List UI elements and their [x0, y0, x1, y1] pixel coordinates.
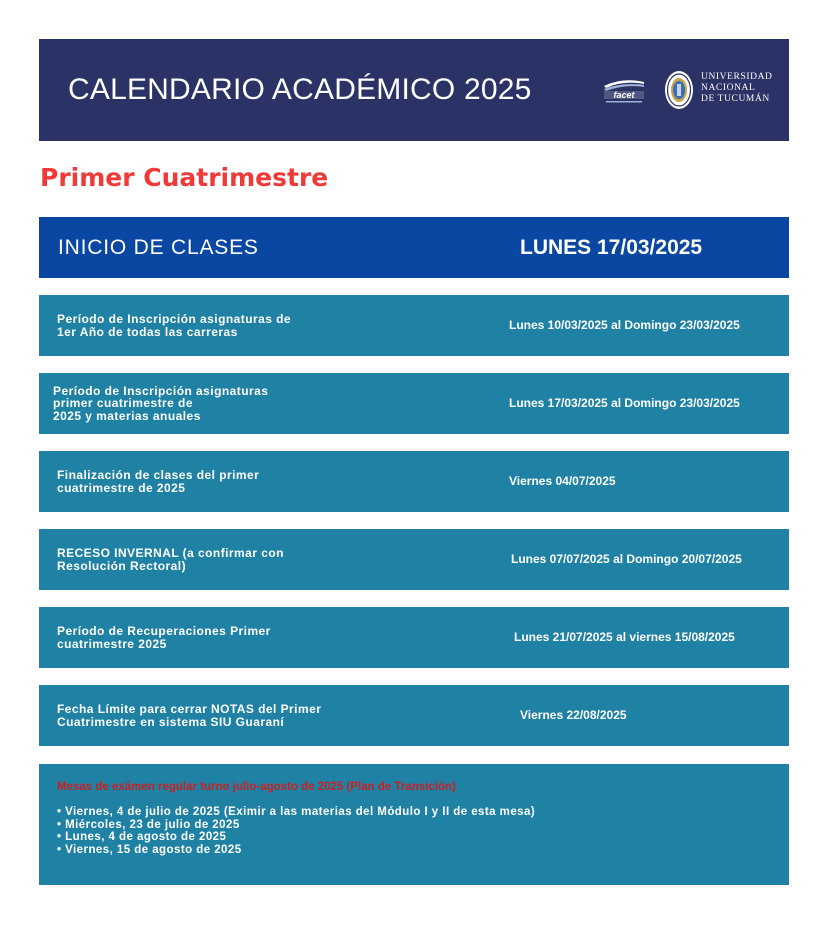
row-label-line: cuatrimestre 2025 [57, 636, 167, 651]
calendar-row [39, 451, 789, 512]
row-label-line: 2025 y materias anuales [53, 408, 201, 423]
exam-date-item: • Viernes, 4 de julio de 2025 (Eximir a las materias del Módulo I y II de esta mesa) [57, 806, 536, 818]
university-name-line: NACIONAL [701, 83, 756, 93]
row-label-line: Resolución Rectoral) [57, 558, 187, 573]
class-start-label: INICIO DE CLASES [58, 236, 259, 259]
row-date: Lunes 07/07/2025 al Domingo 20/07/2025 [511, 552, 742, 566]
university-name [701, 72, 773, 105]
row-date: Viernes 04/07/2025 [509, 474, 616, 488]
row-label-line: Período de Recuperaciones Primer [57, 624, 271, 638]
exam-date-list [57, 806, 535, 856]
row-date: Viernes 22/08/2025 [520, 708, 627, 722]
row-label-line: primer cuatrimestre de [53, 396, 193, 411]
row-label-line: 1er Año de todas las carreras [57, 324, 238, 339]
calendar-row [39, 295, 789, 356]
row-label-line: Período de Inscripción asignaturas [53, 383, 269, 398]
exam-schedule-box [39, 764, 789, 885]
row-label-line: Cuatrimestre en sistema SIU Guaraní [57, 714, 285, 729]
exam-date-item: • Miércoles, 23 de julio de 2025 [57, 818, 240, 831]
class-start-date: LUNES 17/03/2025 [520, 236, 703, 259]
row-date: Lunes 17/03/2025 al Domingo 23/03/2025 [509, 396, 740, 410]
university-name-line: UNIVERSIDAD [701, 72, 773, 82]
section-title: Primer Cuatrimestre [40, 163, 329, 192]
calendar-row [39, 529, 789, 590]
row-label [57, 607, 271, 668]
row-label-line: Fecha Límite para cerrar NOTAS del Primer [57, 702, 322, 716]
row-label-line: Finalización de clases del primer [57, 468, 260, 482]
university-seal-logo [664, 70, 694, 110]
exam-date-item: • Viernes, 15 de agosto de 2025 [57, 843, 242, 856]
faculty-logo [602, 75, 646, 105]
calendar-row [39, 685, 789, 746]
calendar-header [39, 39, 789, 141]
row-date: Lunes 10/03/2025 al Domingo 23/03/2025 [509, 318, 740, 332]
row-label-line: RECESO INVERNAL (a confirmar con [57, 546, 284, 560]
row-label [53, 373, 268, 434]
row-label [57, 685, 321, 746]
calendar-row [39, 373, 789, 434]
calendar-row [39, 607, 789, 668]
svg-text:facet: facet [613, 90, 635, 100]
row-label-line: cuatrimestre de 2025 [57, 480, 186, 495]
row-label-line: Período de Inscripción asignaturas de [57, 312, 292, 326]
page-title: CALENDARIO ACADÉMICO 2025 [68, 73, 532, 106]
exam-date-item: • Lunes, 4 de agosto de 2025 [57, 831, 227, 844]
university-name-line: DE TUCUMÁN [701, 94, 770, 104]
row-label [57, 295, 291, 356]
row-label [57, 451, 259, 512]
class-start-banner [39, 217, 789, 278]
row-date: Lunes 21/07/2025 al viernes 15/08/2025 [514, 630, 735, 644]
row-label [57, 529, 284, 590]
exam-schedule-title: Mesas de exámen regular turno julio-agosto de 2025 (Plan de Transición) [57, 781, 456, 793]
